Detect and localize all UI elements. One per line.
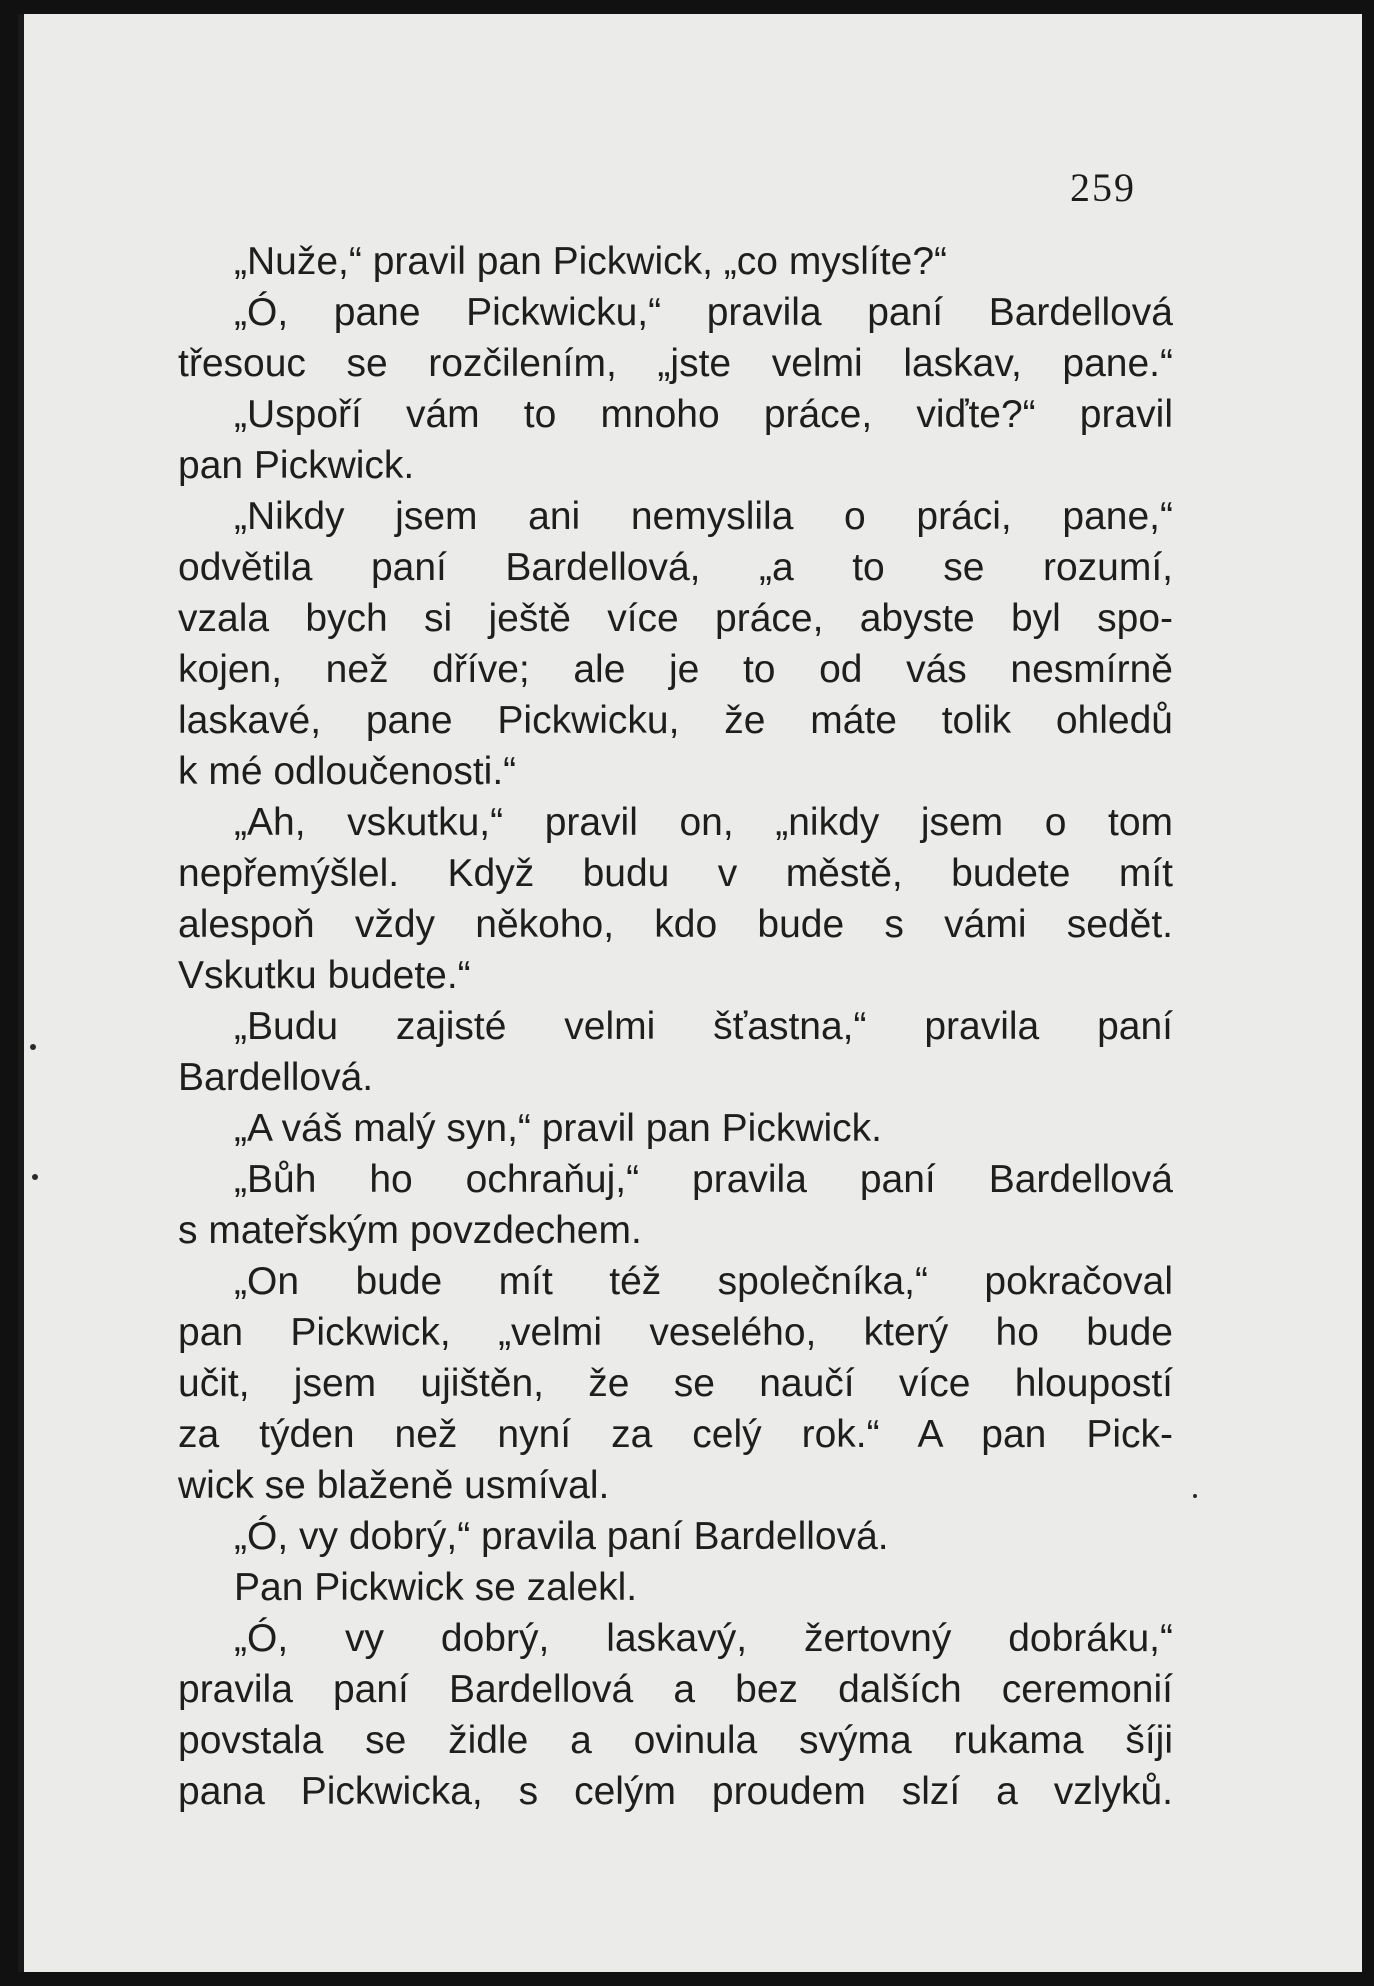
text-line: „Nikdy jsem ani nemyslila o práci, pane,“	[234, 495, 1173, 538]
text-line: pana Pickwicka, s celým proudem slzí a vzlyků.	[178, 1770, 1173, 1813]
text-line: „Ah, vskutku,“ pravil on, „nikdy jsem o tom	[234, 801, 1173, 844]
text-line: učit, jsem ujištěn, že se naučí více hloupostí	[178, 1362, 1173, 1405]
text-line: nepřemýšlel. Když budu v městě, budete mít	[178, 852, 1173, 895]
text-line: „Bůh ho ochraňuj,“ pravila paní Bardellová	[234, 1158, 1173, 1201]
text-line: Vskutku budete.“	[178, 954, 471, 997]
text-line: alespoň vždy někoho, kdo bude s vámi sedět.	[178, 903, 1173, 946]
page-number: 259	[1070, 165, 1136, 210]
text-line: „Budu zajisté velmi šťastna,“ pravila paní	[234, 1005, 1173, 1048]
text-line: třesouc se rozčilením, „jste velmi laskav, pane.“	[178, 342, 1173, 385]
page-text	[178, 236, 1173, 1817]
scan-speck	[1193, 1494, 1197, 1498]
text-line: kojen, než dříve; ale je to od vás nesmírně	[178, 648, 1173, 691]
text-line: „Ó, vy dobrý, laskavý, žertovný dobráku,“	[234, 1617, 1173, 1660]
text-line: povstala se židle a ovinula svýma rukama šíji	[178, 1719, 1173, 1762]
text-line: pan Pickwick.	[178, 444, 415, 487]
scan-speck	[32, 1174, 38, 1180]
text-line: Pan Pickwick se zalekl.	[234, 1566, 638, 1609]
text-line: „Nuže,“ pravil pan Pickwick, „co myslíte?“	[234, 240, 948, 283]
text-line: wick se blaženě usmíval.	[178, 1464, 610, 1507]
text-line: odvětila paní Bardellová, „a to se rozumí,	[178, 546, 1173, 589]
text-line: Bardellová.	[178, 1056, 374, 1099]
text-line: vzala bych si ještě více práce, abyste byl spo-	[178, 597, 1173, 640]
text-line: „On bude mít též společníka,“ pokračoval	[234, 1260, 1173, 1303]
text-line: „A váš malý syn,“ pravil pan Pickwick.	[234, 1107, 883, 1150]
scan-speck	[30, 1044, 36, 1050]
text-line: s mateřským povzdechem.	[178, 1209, 642, 1252]
text-line: „Uspoří vám to mnoho práce, viďte?“ pravil	[234, 393, 1173, 436]
page-gutter-edge	[18, 14, 24, 1972]
text-line: pan Pickwick, „velmi veselého, který ho bude	[178, 1311, 1173, 1354]
text-line: k mé odloučenosti.“	[178, 750, 517, 793]
book-page	[18, 14, 1362, 1972]
text-line: „Ó, vy dobrý,“ pravila paní Bardellová.	[234, 1515, 889, 1558]
text-line: „Ó, pane Pickwicku,“ pravila paní Bardellová	[234, 291, 1173, 334]
text-line: za týden než nyní za celý rok.“ A pan Pick-	[178, 1413, 1173, 1456]
text-line: laskavé, pane Pickwicku, že máte tolik ohledů	[178, 699, 1173, 742]
text-line: pravila paní Bardellová a bez dalších ceremonií	[178, 1668, 1173, 1711]
